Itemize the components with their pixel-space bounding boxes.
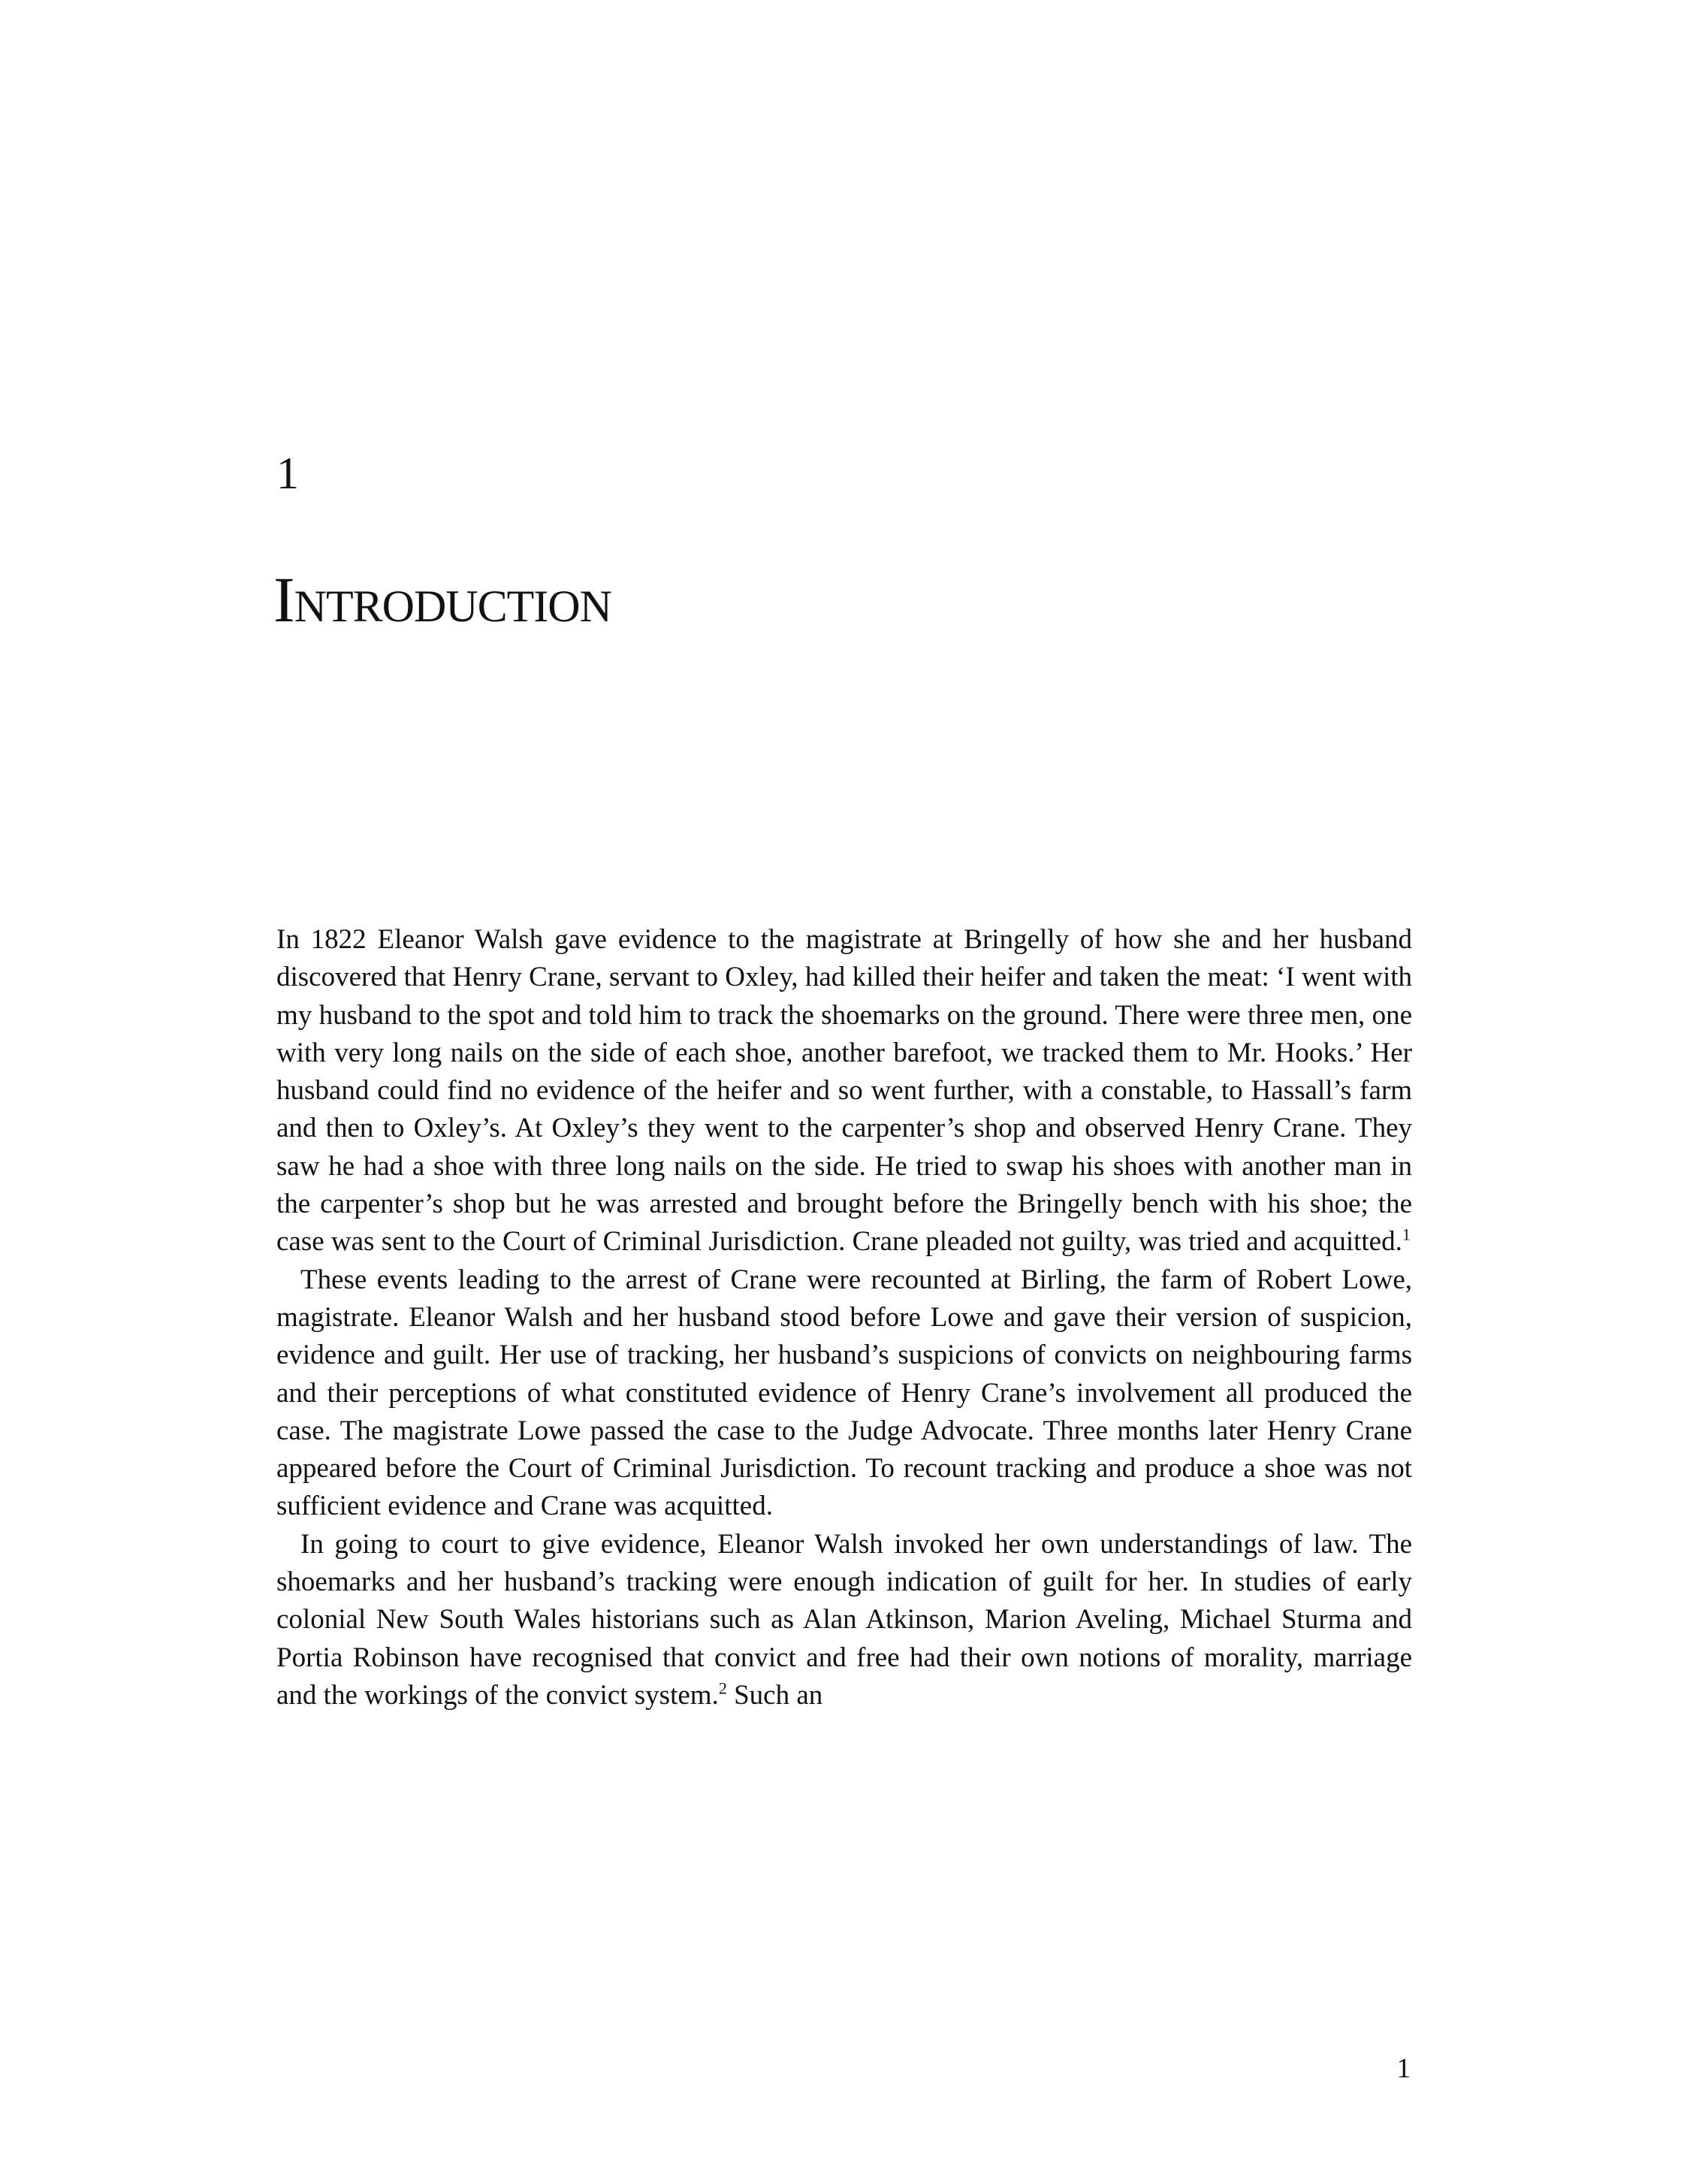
footnote-ref-1: 1 [1402,1225,1411,1245]
paragraph-1-text: In 1822 Eleanor Walsh gave evidence to the magistrate at Bringelly of how she and her husband discovered that Henry Crane, servant to Oxley, had killed their heifer and taken the meat: ‘I went with my husband to the spot and told him to track the shoemarks on the ground. There were three men, one with very long nails on the side of each shoe, another barefoot, we tracked them to Mr. Hooks.’ Her husband could find no evidence of the heifer and so went further, with a constable, to Hassall’s farm and then to Oxley’s. At Oxley’s they went to the carpenter’s shop and observed Henry Crane. They saw he had a shoe with three long nails on the side. He tried to swap his shoes with another man in the carpenter’s shop but he was arrested and brought before the Bringelly bench with his shoe; the case was sent to the Court of Criminal Jurisdiction. Crane pleaded not guilty, was tried and acquitted. [276,924,1412,1258]
footnote-ref-2: 2 [718,1678,727,1698]
paragraph-3 [276,1526,1412,1714]
chapter-number: 1 [276,449,299,498]
paragraph-2-text: These events leading to the arrest of Crane were recounted at Birling, the farm of Robert Lowe, magistrate. Eleanor Walsh and her husband stood before Lowe and gave their version of suspicion, evidence and guilt. Her use of tracking, her husband’s suspicions of convicts on neighbouring farms and their perceptions of what constituted evidence of Henry Crane’s involvement all produced the case. The magistrate Lowe passed the case to the Judge Advocate. Three months later Henry Crane appeared before the Court of Criminal Jurisdiction. To recount tracking and produce a shoe was not sufficient evidence and Crane was acquitted. [276,1264,1412,1522]
paragraph-3-tail: Such an [726,1679,823,1711]
paragraph-3-text: In going to court to give evidence, Eleanor Walsh invoked her own understandings of law. The shoemarks and her husband’s tracking were enough indication of guilt for her. In studies of early colonial New South Wales historians such as Alan Atkinson, Marion Aveling, Michael Sturma and Portia Robinson have recognised that convict and free had their own notions of morality, marriage and the workings of the convict system. [276,1528,1412,1711]
body-text [276,921,1412,1714]
page-number: 1 [1396,2053,1411,2084]
paragraph-1 [276,921,1412,1261]
paragraph-2 [276,1261,1412,1526]
chapter-title: Introduction [273,563,611,636]
